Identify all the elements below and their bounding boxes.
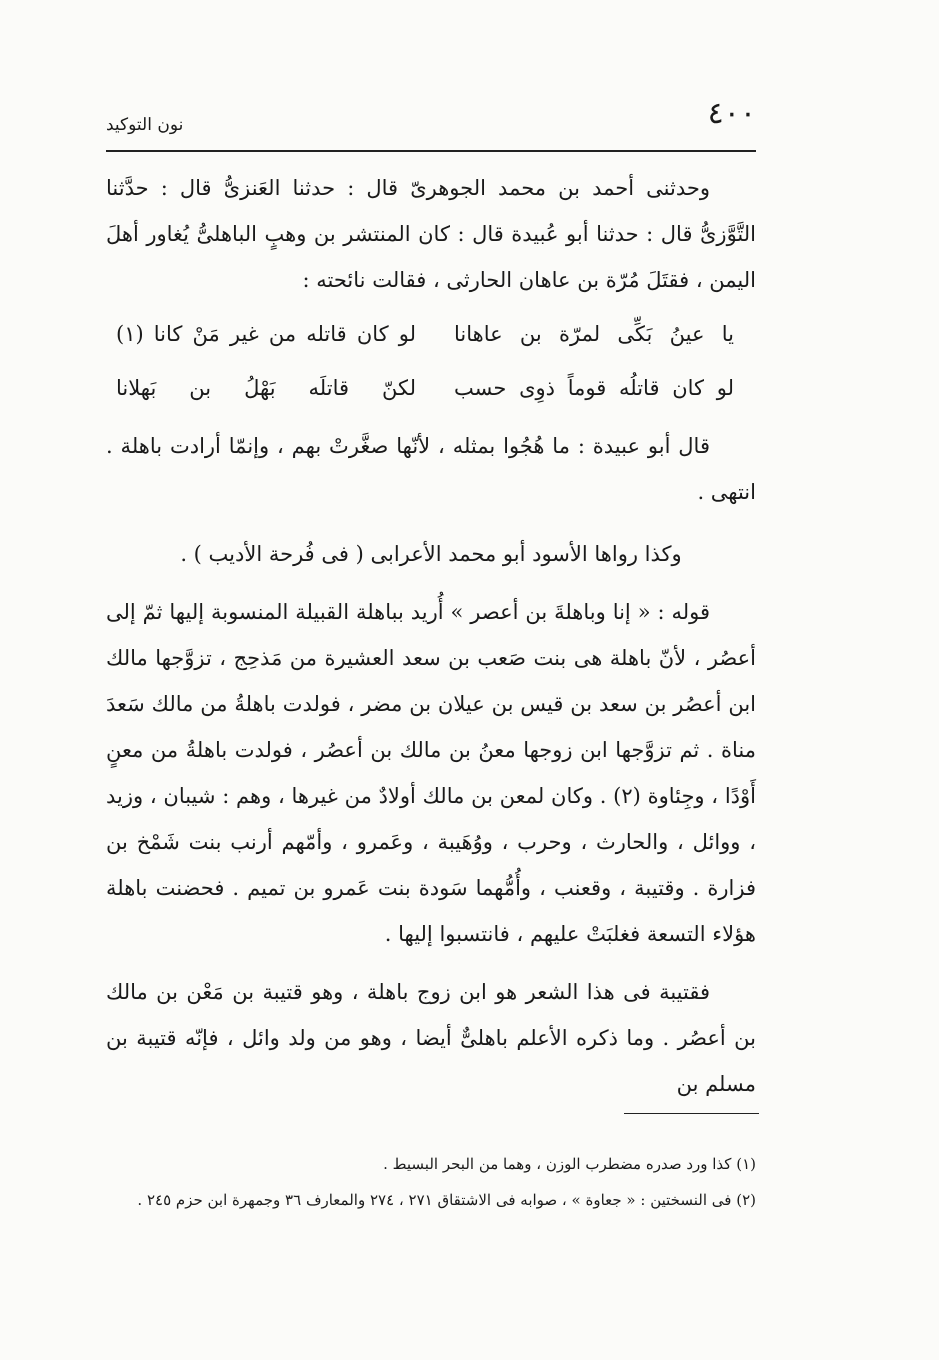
verse-line-1 <box>106 311 756 357</box>
footnotes <box>106 1148 756 1220</box>
running-title: نون التوكيد <box>106 115 184 135</box>
page-number: ٤٠٠ <box>707 96 756 131</box>
footnote-separator <box>624 1113 759 1114</box>
paragraph-qutayba: فقتيبة فى هذا الشعر هو ابن زوج باهلة ، وهو قتيبة بن مَعْن بن مالك بن أعصُر . وما ذكره الأعلم باهلىٌّ أيضا ، وهو من ولد وائل ، فإنّه قتيبة بن مسلم بن <box>106 980 756 1096</box>
verse-2-second-hemistich: لكنّ قاتلَه بَهْلُ بن بَهلانا <box>116 376 416 400</box>
paragraph-narration: وحدثنى أحمد بن محمد الجوهرىّ قال : حدثنا العَنزىُّ قال : حدَّثنا التَّوَّزىُّ قال : حدثنا أبو عُبيدة قال : كان المنتشر بن وهبٍ الباهلىُّ يُغاور أهلَ اليمن ، فقتَلَ مُرّة بن عاهان الحارثى ، فقالت نائحته : <box>106 176 756 292</box>
paragraph-abu-ubayda: قال أبو عبيدة : ما هُجُوا بمثله ، لأنّها صغَّرتْ بهم ، وإنمّا أرادت باهلة . انتهى . <box>106 434 756 504</box>
paragraph-bahila: قوله : « إنا وباهلةَ بن أعصر » أُريد بباهلة القبيلة المنسوبة إليها ثمّ إلى أعصُر ، لأنّ باهلة هى بنت صَعب بن سعد العشيرة من مَذحِج ، تزوَّجها مالك ابن أعصُر بن سعد بن قيس بن عيلان بن مضر ، فولدت باهلةُ من مالك سَعدَ مناة . ثم تزوَّجها ابن زوجها معنُ بن مالك بن أعصُر ، فولدت باهلةُ من معنٍ أَوْدًا ، وجِئاوة (٢) . وكان لمعن بن مالك أولادٌ من غيرها ، وهم : شيبان ، وزيد ، ووائل ، والحارث ، وحرب ، ووُهَيبة ، وعَمرو ، وأمّهم أرنب بنت شَمْخ بن فزارة . وقتيبة ، وقعنب ، وأُمُّهما سَودة بنت عَمرو بن تميم . فحضنت باهلة هؤلاء التسعة فغلبَتْ عليهم ، فانتسبوا إليها . <box>106 600 756 946</box>
verse-1-first-hemistich: يا عينُ بَكِّى لمرّة بن عاهانا <box>454 322 734 346</box>
page-header <box>106 90 756 152</box>
main-text <box>106 165 756 1107</box>
footnote-1: (١) كذا ورد صدره مضطرب الوزن ، وهما من البحر البسيط . <box>383 1155 756 1173</box>
verse-2-first-hemistich: لو كان قاتلُه قوماً ذوِى حسب <box>454 376 734 400</box>
footnote-2: (٢) فى النسختين : « جعاوة » ، صوابه فى الاشتقاق ٢٧١ ، ٢٧٤ والمعارف ٣٦ وجمهرة ابن حزم ٢٤٥ . <box>137 1191 756 1209</box>
paragraph-rawaha: وكذا رواها الأسود أبو محمد الأعرابى ( فى فُرحة الأديب ) . <box>180 542 682 566</box>
verse-line-2 <box>106 365 756 411</box>
verse-1-second-hemistich: لو كان قاتله من غير مَنْ كانا (١) <box>116 322 416 346</box>
